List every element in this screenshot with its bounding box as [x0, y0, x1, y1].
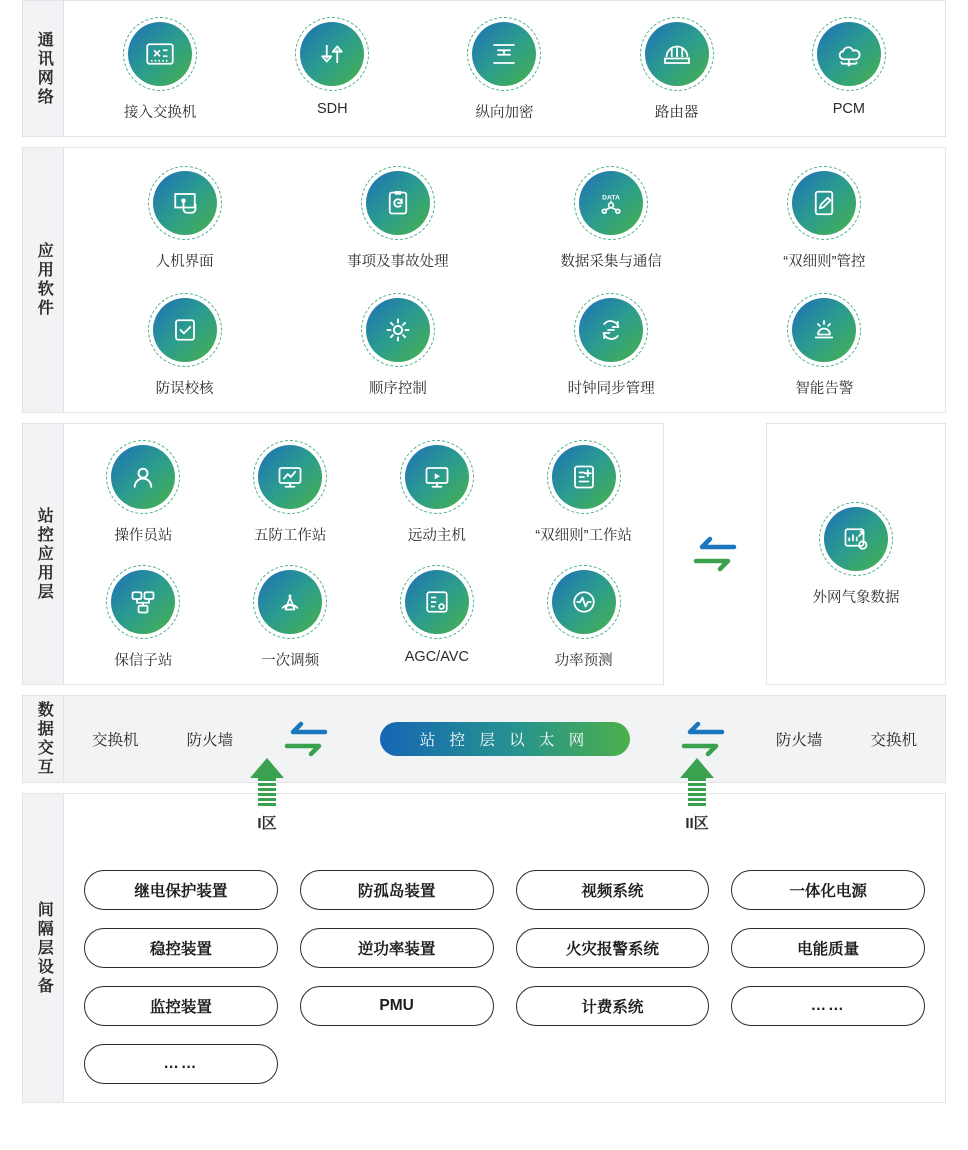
- node-label: 智能告警: [795, 381, 854, 397]
- device-pill[interactable]: 稳控装置: [84, 928, 278, 968]
- cloud-network-icon: [817, 22, 881, 86]
- updown-arrows-icon: [300, 22, 364, 86]
- node-label: 接入交换机: [123, 105, 197, 121]
- node-label: “双细则”管控: [783, 254, 866, 270]
- alarm-icon: [792, 298, 856, 362]
- node-access-switch[interactable]: [85, 17, 235, 122]
- node-label: 纵向加密: [475, 105, 534, 121]
- node-label: 操作员站: [114, 528, 173, 544]
- node-label: PCM: [832, 101, 865, 117]
- node-label: 人机界面: [155, 254, 214, 270]
- device-pill[interactable]: 电能质量: [731, 928, 925, 968]
- node-label: 外网气象数据: [812, 589, 900, 606]
- document-edit-icon: [792, 171, 856, 235]
- node-ring: [574, 293, 648, 367]
- layer-comm-network: [22, 0, 946, 137]
- node-telecontrol-host[interactable]: [371, 440, 503, 545]
- node-double-rules-control[interactable]: [749, 166, 899, 271]
- layer-label-data-text: 数据交互: [35, 701, 53, 777]
- zone-label-right: II区: [685, 815, 709, 832]
- node-ring: [547, 565, 621, 639]
- node-ring: [467, 17, 541, 91]
- node-ring: [819, 502, 893, 576]
- layer-label-station-text: 站控应用层: [35, 506, 53, 602]
- node-label: 事项及事故处理: [347, 254, 449, 270]
- form-plus-icon: [552, 445, 616, 509]
- zone-arrow-right: [680, 758, 714, 833]
- check-document-icon: [153, 298, 217, 362]
- station-main-panel: [64, 423, 664, 685]
- node-router[interactable]: [602, 17, 752, 122]
- node-five-prevention-workstation[interactable]: [224, 440, 356, 545]
- node-label: 保信子站: [114, 653, 173, 669]
- node-ring: [640, 17, 714, 91]
- node-label: “双细则”工作站: [535, 528, 632, 544]
- device-pill-more[interactable]: ……: [731, 986, 925, 1026]
- layer-interval-devices: [22, 793, 946, 1103]
- layer-station-application: [22, 423, 946, 685]
- clipboard-refresh-icon: [366, 171, 430, 235]
- device-pill[interactable]: 继电保护装置: [84, 870, 278, 910]
- station-node-row-2: [70, 565, 657, 670]
- device-pill-placeholder: [516, 1044, 710, 1084]
- layer-label-comm: [22, 0, 64, 137]
- up-arrow-icon: [680, 758, 714, 778]
- data-collect-icon: [579, 171, 643, 235]
- node-power-forecast[interactable]: [518, 565, 650, 670]
- device-pill[interactable]: PMU: [300, 986, 494, 1026]
- router-icon: [645, 22, 709, 86]
- device-pill-grid: [84, 870, 925, 1084]
- node-clock-sync[interactable]: [536, 293, 686, 398]
- device-pill-placeholder: [300, 1044, 494, 1084]
- device-pill[interactable]: 视频系统: [516, 870, 710, 910]
- node-pcm[interactable]: [774, 17, 924, 117]
- user-icon: [111, 445, 175, 509]
- node-ring: [812, 17, 886, 91]
- svg-text:DATA: DATA: [602, 194, 620, 202]
- node-label: 时钟同步管理: [567, 381, 655, 397]
- layer-application-software: [22, 147, 946, 413]
- app-node-row-1: [78, 166, 931, 271]
- layer-label-station: [22, 423, 64, 685]
- node-ring: [106, 565, 180, 639]
- device-pill[interactable]: 火灾报警系统: [516, 928, 710, 968]
- node-label: 数据采集与通信: [560, 254, 662, 270]
- data-switch-right: 交换机: [870, 732, 917, 749]
- data-switch-left: 交换机: [92, 732, 139, 749]
- node-ring: [361, 166, 435, 240]
- node-ring: [253, 440, 327, 514]
- server-gear-icon: [405, 570, 469, 634]
- node-ring: [361, 293, 435, 367]
- data-firewall-left: 防火墙: [186, 732, 234, 749]
- node-ring: [400, 440, 474, 514]
- node-label: AGC/AVC: [404, 649, 469, 665]
- arrow-stem: [688, 778, 706, 808]
- node-ring: [295, 17, 369, 91]
- comm-node-row: [74, 17, 935, 122]
- node-ring: [148, 293, 222, 367]
- node-label: 一次调频: [261, 653, 320, 669]
- node-ring: [547, 440, 621, 514]
- layer-body-devices: [64, 793, 946, 1103]
- device-pill-placeholder: [731, 1044, 925, 1084]
- node-ring: [787, 293, 861, 367]
- station-ethernet-bus: 站 控 层 以 太 网: [380, 722, 630, 756]
- node-label: 防误校核: [155, 381, 214, 397]
- up-arrow-icon: [250, 758, 284, 778]
- zone-label-left: I区: [257, 815, 277, 832]
- signal-tower-icon: [258, 570, 322, 634]
- node-longitudinal-encryption[interactable]: [429, 17, 579, 122]
- layer-body-station: [64, 423, 946, 685]
- layer-label-app-text: 应用软件: [35, 242, 53, 318]
- node-ring: [253, 565, 327, 639]
- node-sequence-control[interactable]: [323, 293, 473, 398]
- device-pill[interactable]: 逆功率装置: [300, 928, 494, 968]
- node-sdh[interactable]: [257, 17, 407, 117]
- zone-arrow-left: [250, 758, 284, 833]
- app-node-row-2: [78, 293, 931, 398]
- node-primary-frequency-regulation[interactable]: [224, 565, 356, 670]
- node-label: 路由器: [654, 105, 699, 121]
- device-pill[interactable]: 计费系统: [516, 986, 710, 1026]
- hand-touch-icon: [153, 171, 217, 235]
- layer-label-devices-text: 间隔层设备: [35, 900, 53, 996]
- node-external-weather-data[interactable]: [781, 502, 931, 607]
- gear-icon: [366, 298, 430, 362]
- device-pill[interactable]: 防孤岛装置: [300, 870, 494, 910]
- data-firewall-right: 防火墙: [775, 732, 823, 749]
- switch-icon: [128, 22, 192, 86]
- node-protection-substation[interactable]: [77, 565, 209, 670]
- layer-label-data: [22, 695, 64, 783]
- layer-body-data: [64, 695, 946, 783]
- waveform-icon: [552, 570, 616, 634]
- node-ring: [148, 166, 222, 240]
- node-ring: [123, 17, 197, 91]
- node-double-rules-workstation[interactable]: [518, 440, 650, 545]
- layer-label-app: [22, 147, 64, 413]
- node-hmi[interactable]: [110, 166, 260, 271]
- layer-data-exchange: [22, 695, 946, 783]
- node-ring: [106, 440, 180, 514]
- node-label: 五防工作站: [253, 528, 327, 544]
- exchange-arrows-icon: [281, 719, 331, 759]
- encrypt-icon: [472, 22, 536, 86]
- exchange-arrows-icon: [690, 534, 740, 574]
- device-pill-more[interactable]: ……: [84, 1044, 278, 1084]
- node-agc-avc[interactable]: [371, 565, 503, 670]
- arrow-stem: [258, 778, 276, 808]
- layer-body-comm: [64, 0, 946, 137]
- network-node-icon: [111, 570, 175, 634]
- layer-label-devices: [22, 793, 64, 1103]
- node-label: SDH: [316, 101, 348, 117]
- node-ring: [400, 565, 474, 639]
- node-intelligent-alarm[interactable]: [749, 293, 899, 398]
- node-misoperation-check[interactable]: [110, 293, 260, 398]
- node-ring: [574, 166, 648, 240]
- device-pill[interactable]: 一体化电源: [731, 870, 925, 910]
- node-event-accident[interactable]: [323, 166, 473, 271]
- node-ring: [787, 166, 861, 240]
- layer-body-app: [64, 147, 946, 413]
- chart-analytics-icon: [824, 507, 888, 571]
- node-data-acquisition[interactable]: [536, 166, 686, 271]
- monitor-chart-icon: [258, 445, 322, 509]
- node-operator-station[interactable]: [77, 440, 209, 545]
- device-pill[interactable]: 监控装置: [84, 986, 278, 1026]
- station-node-row-1: [70, 440, 657, 545]
- station-exchange-arrows: [674, 423, 756, 685]
- exchange-arrows-icon: [678, 719, 728, 759]
- node-label: 功率预测: [554, 653, 613, 669]
- node-label: 远动主机: [407, 528, 466, 544]
- monitor-media-icon: [405, 445, 469, 509]
- layer-label-comm-text: 通讯网络: [35, 30, 53, 107]
- sync-icon: [579, 298, 643, 362]
- station-external-panel: [766, 423, 946, 685]
- node-label: 顺序控制: [368, 381, 427, 397]
